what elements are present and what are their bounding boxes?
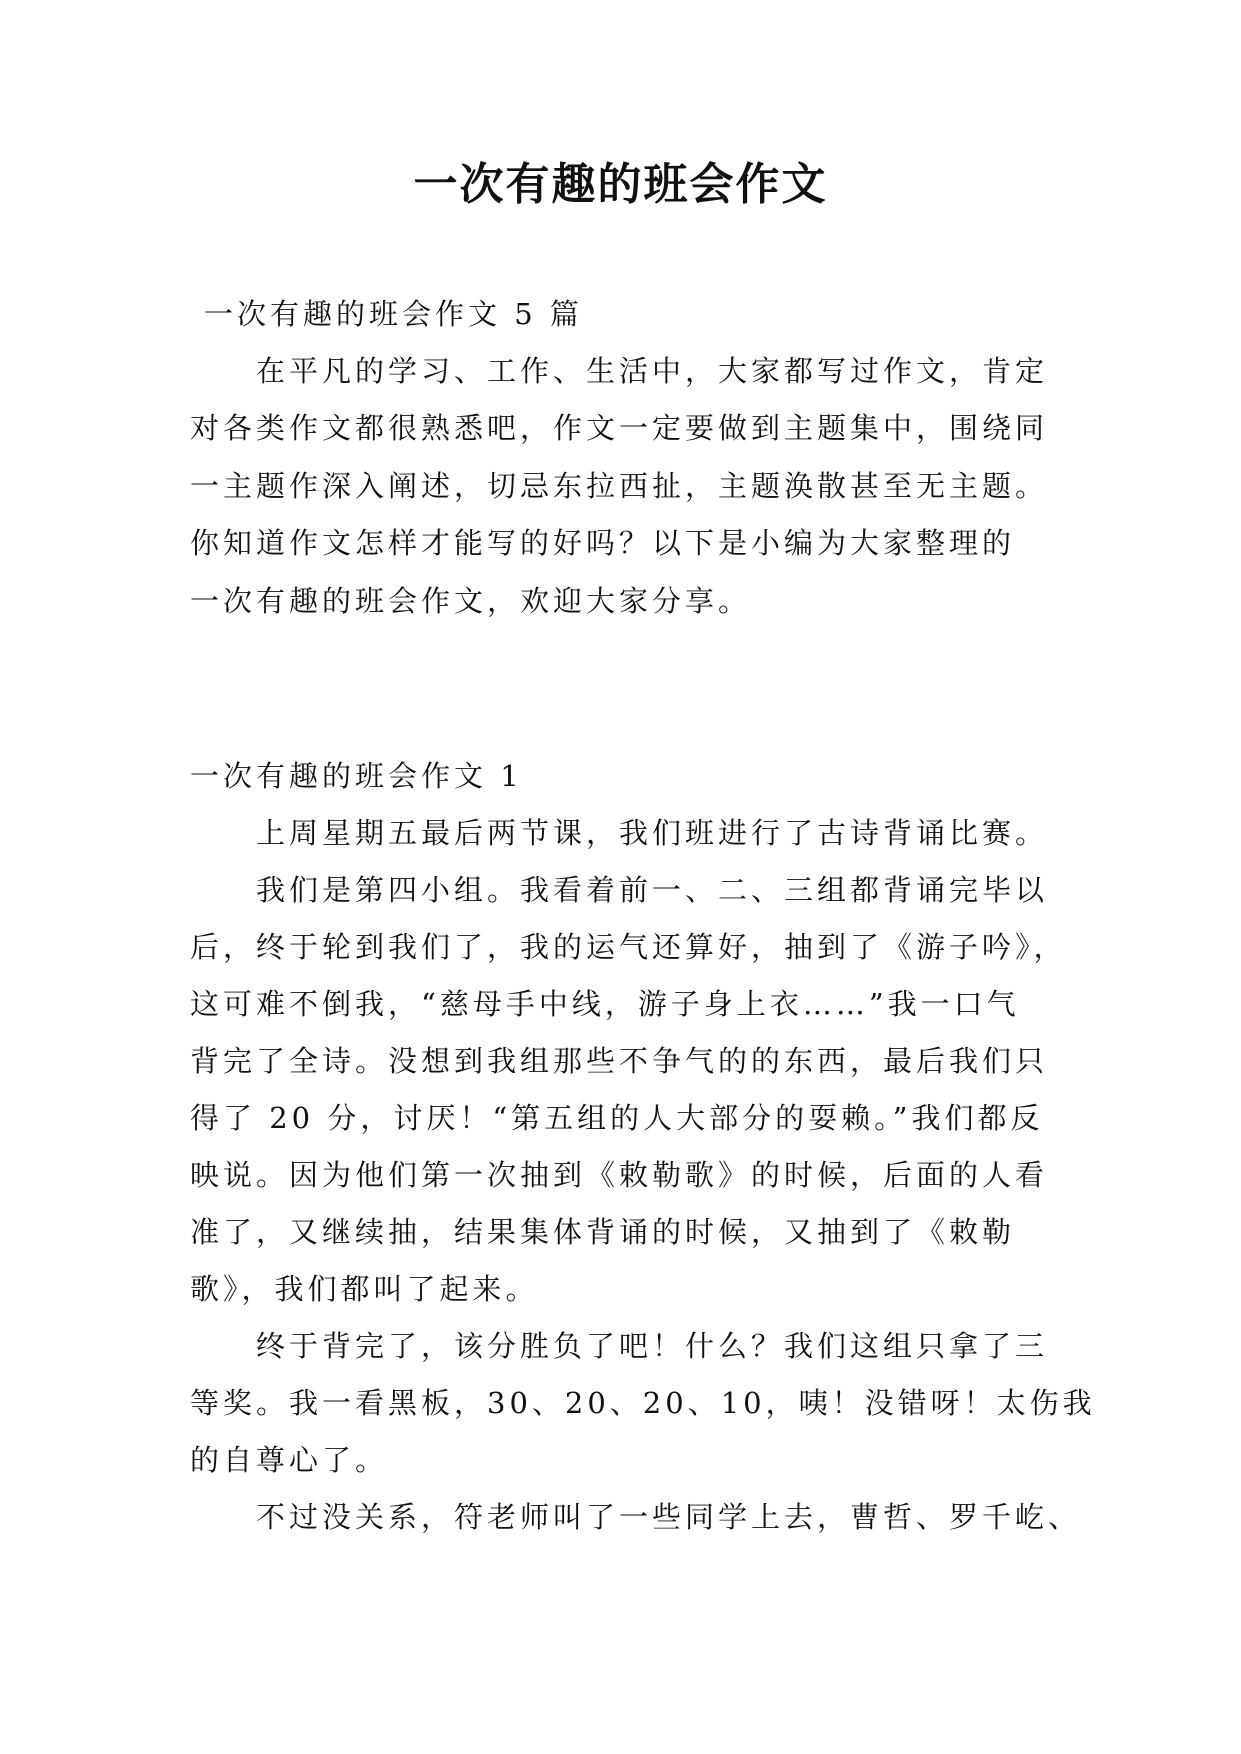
- essay-line-4: 这可难不倒我，“慈母手中线，游子身上衣……”我一口气: [190, 987, 1020, 1021]
- essay-line-3: 后，终于轮到我们了，我的运气还算好，抽到了《游子吟》，: [190, 930, 1067, 964]
- essay-line-13: 不过没关系，符老师叫了一些同学上去，曹哲、罗千屹、: [256, 1500, 1082, 1534]
- essay-line-10: 终于背完了，该分胜负了吧！什么？我们这组只拿了三: [256, 1329, 1049, 1363]
- essay-line-2: 我们是第四小组。我看着前一、二、三组都背诵完毕以: [256, 873, 1049, 907]
- essay-line-7: 映说。因为他们第一次抽到《敕勒歌》的时候，后面的人看: [190, 1158, 1049, 1192]
- essay-line-5: 背完了全诗。没想到我组那些不争气的的东西，最后我们只: [190, 1044, 1049, 1078]
- intro-line-2: 对各类作文都很熟悉吧，作文一定要做到主题集中，围绕同: [190, 411, 1049, 445]
- intro-line-1: 在平凡的学习、工作、生活中，大家都写过作文，肯定: [256, 354, 1049, 388]
- intro-line-4: 你知道作文怎样才能写的好吗？以下是小编为大家整理的: [190, 526, 1016, 560]
- essay-line-11: 等奖。我一看黑板，30、20、20、10，咦！没错呀！太伤我: [190, 1386, 1096, 1420]
- intro-line-5: 一次有趣的班会作文，欢迎大家分享。: [190, 584, 752, 618]
- essay-line-9: 歌》，我们都叫了起来。: [190, 1272, 539, 1306]
- essay-line-1: 上周星期五最后两节课，我们班进行了古诗背诵比赛。: [256, 816, 1049, 850]
- document-title: 一次有趣的班会作文: [413, 159, 828, 210]
- document-subtitle: 一次有趣的班会作文 5 篇: [204, 297, 583, 331]
- essay-line-8: 准了，又继续抽，结果集体背诵的时候，又抽到了《敕勒: [190, 1215, 1016, 1249]
- intro-line-3: 一主题作深入阐述，切忌东拉西扯，主题涣散甚至无主题。: [190, 469, 1049, 503]
- essay-heading: 一次有趣的班会作文 1: [190, 759, 523, 793]
- essay-line-6: 得了 20 分，讨厌！“第五组的人大部分的耍赖。”我们都反: [190, 1101, 1044, 1135]
- essay-line-12: 的自尊心了。: [190, 1443, 389, 1477]
